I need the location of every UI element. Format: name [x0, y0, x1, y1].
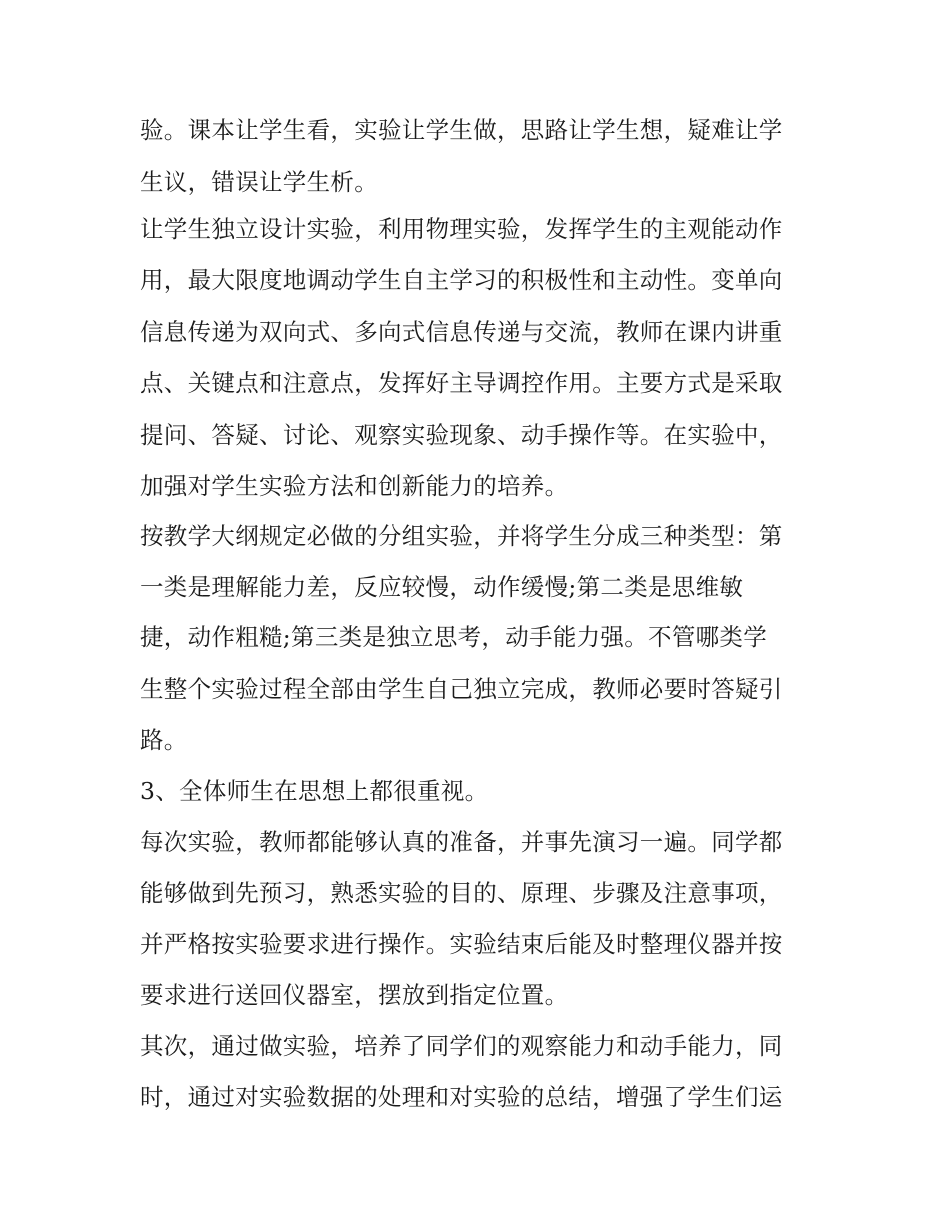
text-line: 加强对学生实验方法和创新能力的培养。	[140, 472, 569, 500]
text-line: 并严格按实验要求进行操作。实验结束后能及时整理仪器并按	[140, 930, 783, 958]
section-heading: 3、全体师生在思想上都很重视。	[140, 777, 489, 805]
text-line: 点、关键点和注意点，发挥好主导调控作用。主要方式是采取	[140, 369, 783, 397]
text-line: 提问、答疑、讨论、观察实验现象、动手操作等。在实验中，	[140, 421, 783, 449]
text-line: 要求进行送回仪器室，摆放到指定位置。	[140, 981, 569, 1009]
text-line: 生整个实验过程全部由学生自己独立完成，教师必要时答疑引	[140, 675, 783, 703]
text-line: 验。课本让学生看，实验让学生做，思路让学生想，疑难让学	[140, 116, 783, 144]
text-line: 一类是理解能力差，反应较慢，动作缓慢;第二类是思维敏	[140, 573, 744, 601]
text-line: 让学生独立设计实验，利用物理实验，发挥学生的主观能动作	[140, 215, 783, 243]
text-line: 能够做到先预习，熟悉实验的目的、原理、步骤及注意事项，	[140, 879, 783, 907]
text-line: 其次，通过做实验，培养了同学们的观察能力和动手能力，同	[140, 1032, 783, 1060]
text-line: 每次实验，教师都能够认真的准备，并事先演习一遍。同学都	[140, 828, 783, 856]
text-line: 生议，错误让学生析。	[140, 168, 378, 196]
text-line: 捷，动作粗糙;第三类是独立思考，动手能力强。不管哪类学	[140, 623, 768, 651]
text-line: 用，最大限度地调动学生自主学习的积极性和主动性。变单向	[140, 266, 783, 294]
text-line: 路。	[140, 726, 188, 754]
text-line: 按教学大纲规定必做的分组实验，并将学生分成三种类型：第	[140, 522, 783, 550]
text-line: 时，通过对实验数据的处理和对实验的总结，增强了学生们运	[140, 1083, 783, 1111]
text-line: 信息传递为双向式、多向式信息传递与交流，教师在课内讲重	[140, 318, 783, 346]
